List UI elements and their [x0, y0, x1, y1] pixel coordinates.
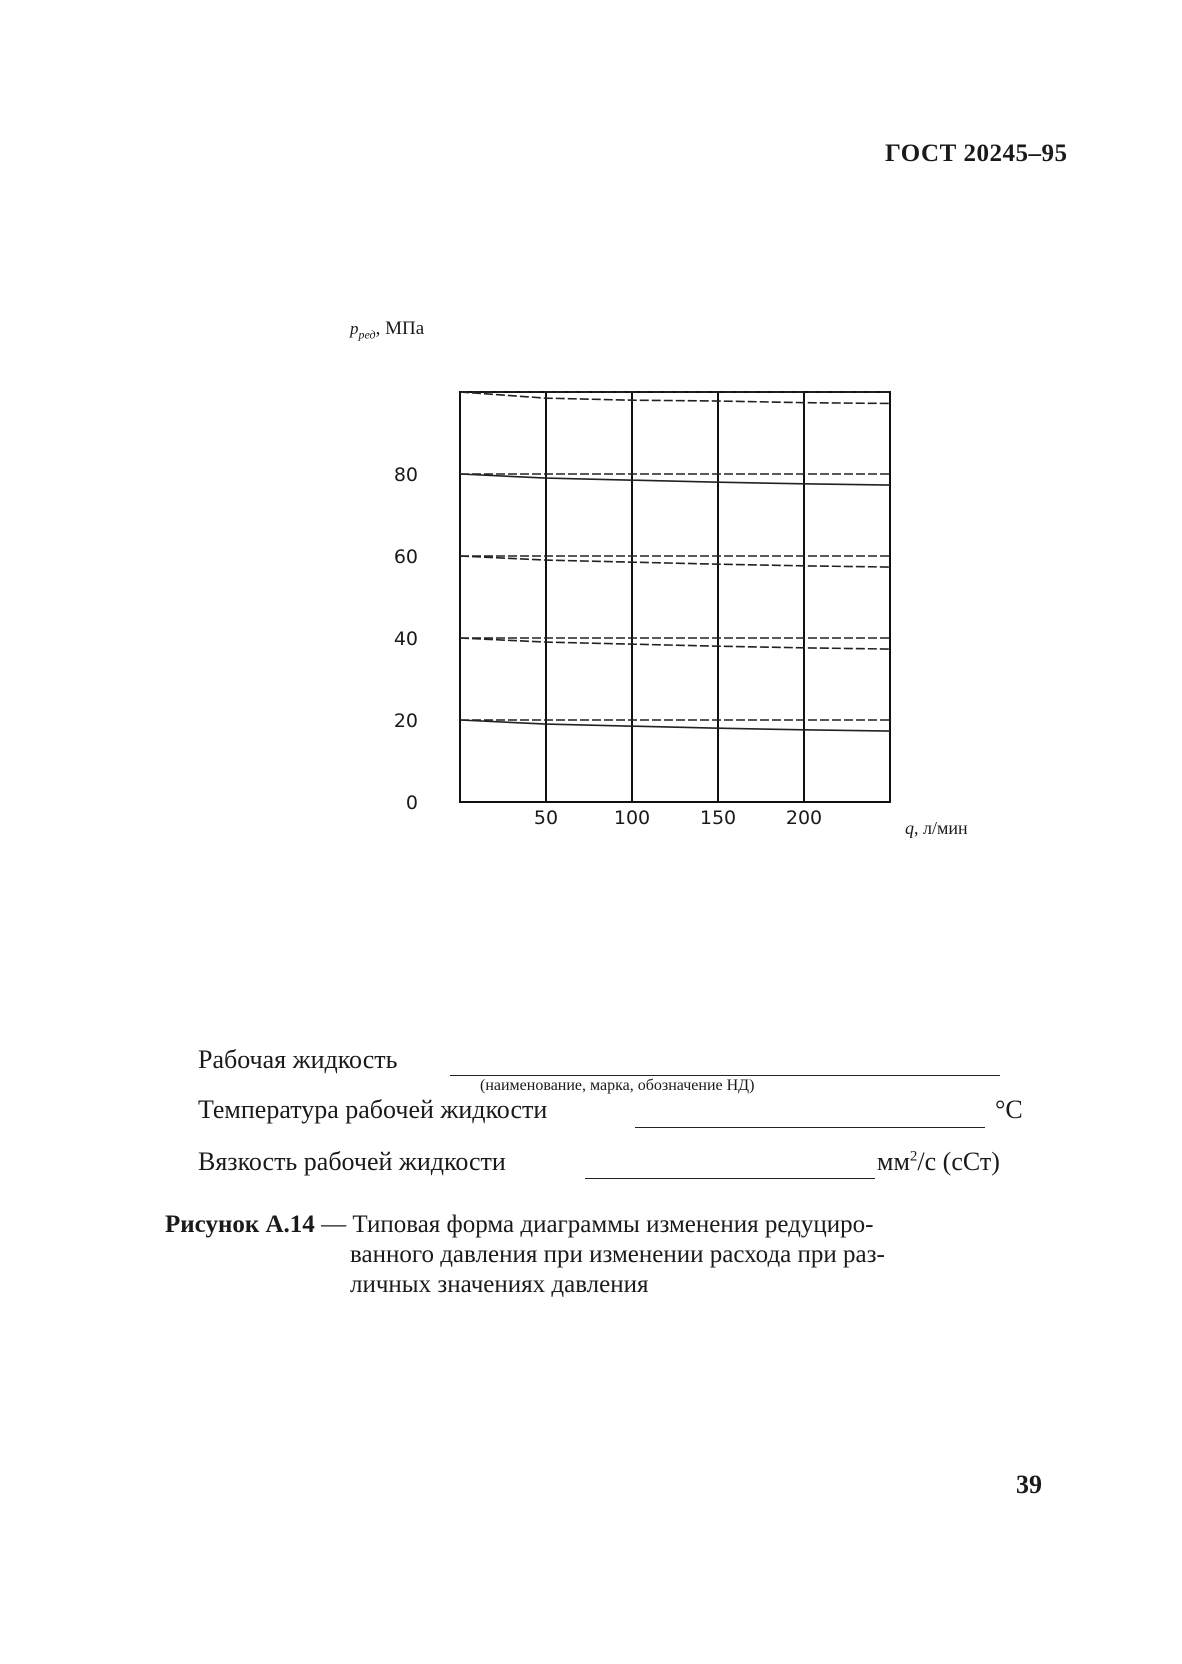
viscosity-unit-main: мм	[877, 1147, 910, 1176]
y-tick-0: 0	[405, 792, 418, 814]
viscosity-unit-tail: /с (сСт)	[917, 1147, 1000, 1176]
caption-line-1	[165, 1210, 873, 1240]
viscosity-blank[interactable]	[585, 1178, 875, 1179]
x-tick-150: 150	[699, 807, 737, 829]
fluid-label: Рабочая жидкость	[198, 1045, 398, 1074]
series-curve-2	[460, 474, 890, 485]
y-axis-unit: , МПа	[375, 318, 425, 339]
y-axis-label	[350, 318, 424, 342]
caption-text-1: Типовая форма диаграммы изменения редуциро-	[352, 1211, 874, 1238]
chart-grid	[460, 392, 890, 802]
document-code: ГОСТ 20245–95	[885, 140, 1068, 167]
x-axis-unit: , л/мин	[914, 818, 968, 838]
series-curve-5	[460, 720, 890, 731]
x-tick-100: 100	[613, 807, 651, 829]
x-tick-50: 50	[533, 807, 559, 829]
x-tick-200: 200	[785, 807, 823, 829]
pressure-flow-chart	[393, 370, 920, 830]
temperature-label: Температура рабочей жидкости	[198, 1095, 548, 1124]
series-curve-4	[460, 638, 890, 649]
y-tick-60: 60	[393, 546, 418, 568]
viscosity-unit	[877, 1147, 1000, 1177]
series-curve-3	[460, 556, 890, 567]
page-number: 39	[1016, 1470, 1042, 1499]
viscosity-label: Вязкость рабочей жидкости	[198, 1147, 506, 1176]
series-curve-1	[460, 392, 890, 403]
y-tick-20: 20	[393, 710, 418, 732]
y-axis-symbol: p	[350, 319, 359, 338]
caption-label: Рисунок А.14	[165, 1211, 315, 1238]
fluid-hint: (наименование, марка, обозначение НД)	[480, 1077, 755, 1094]
caption-text-2: ванного давления при изменении расхода при раз-	[350, 1241, 885, 1268]
y-axis-subscript: ред	[358, 327, 376, 342]
temperature-blank[interactable]	[635, 1127, 985, 1128]
y-ticks	[394, 464, 418, 814]
caption-dash: —	[321, 1211, 347, 1238]
temperature-unit: °С	[995, 1095, 1023, 1124]
chart-series	[460, 392, 890, 731]
x-axis-label	[905, 818, 968, 839]
x-axis-symbol: q	[905, 818, 914, 838]
y-tick-40: 40	[393, 628, 418, 650]
y-tick-80: 80	[393, 464, 418, 486]
plot-frame	[460, 392, 890, 802]
x-ticks	[534, 807, 822, 829]
viscosity-unit-sup: 2	[909, 1148, 918, 1165]
fluid-blank[interactable]	[450, 1075, 1000, 1076]
caption-text-3: личных значениях давления	[350, 1271, 649, 1298]
